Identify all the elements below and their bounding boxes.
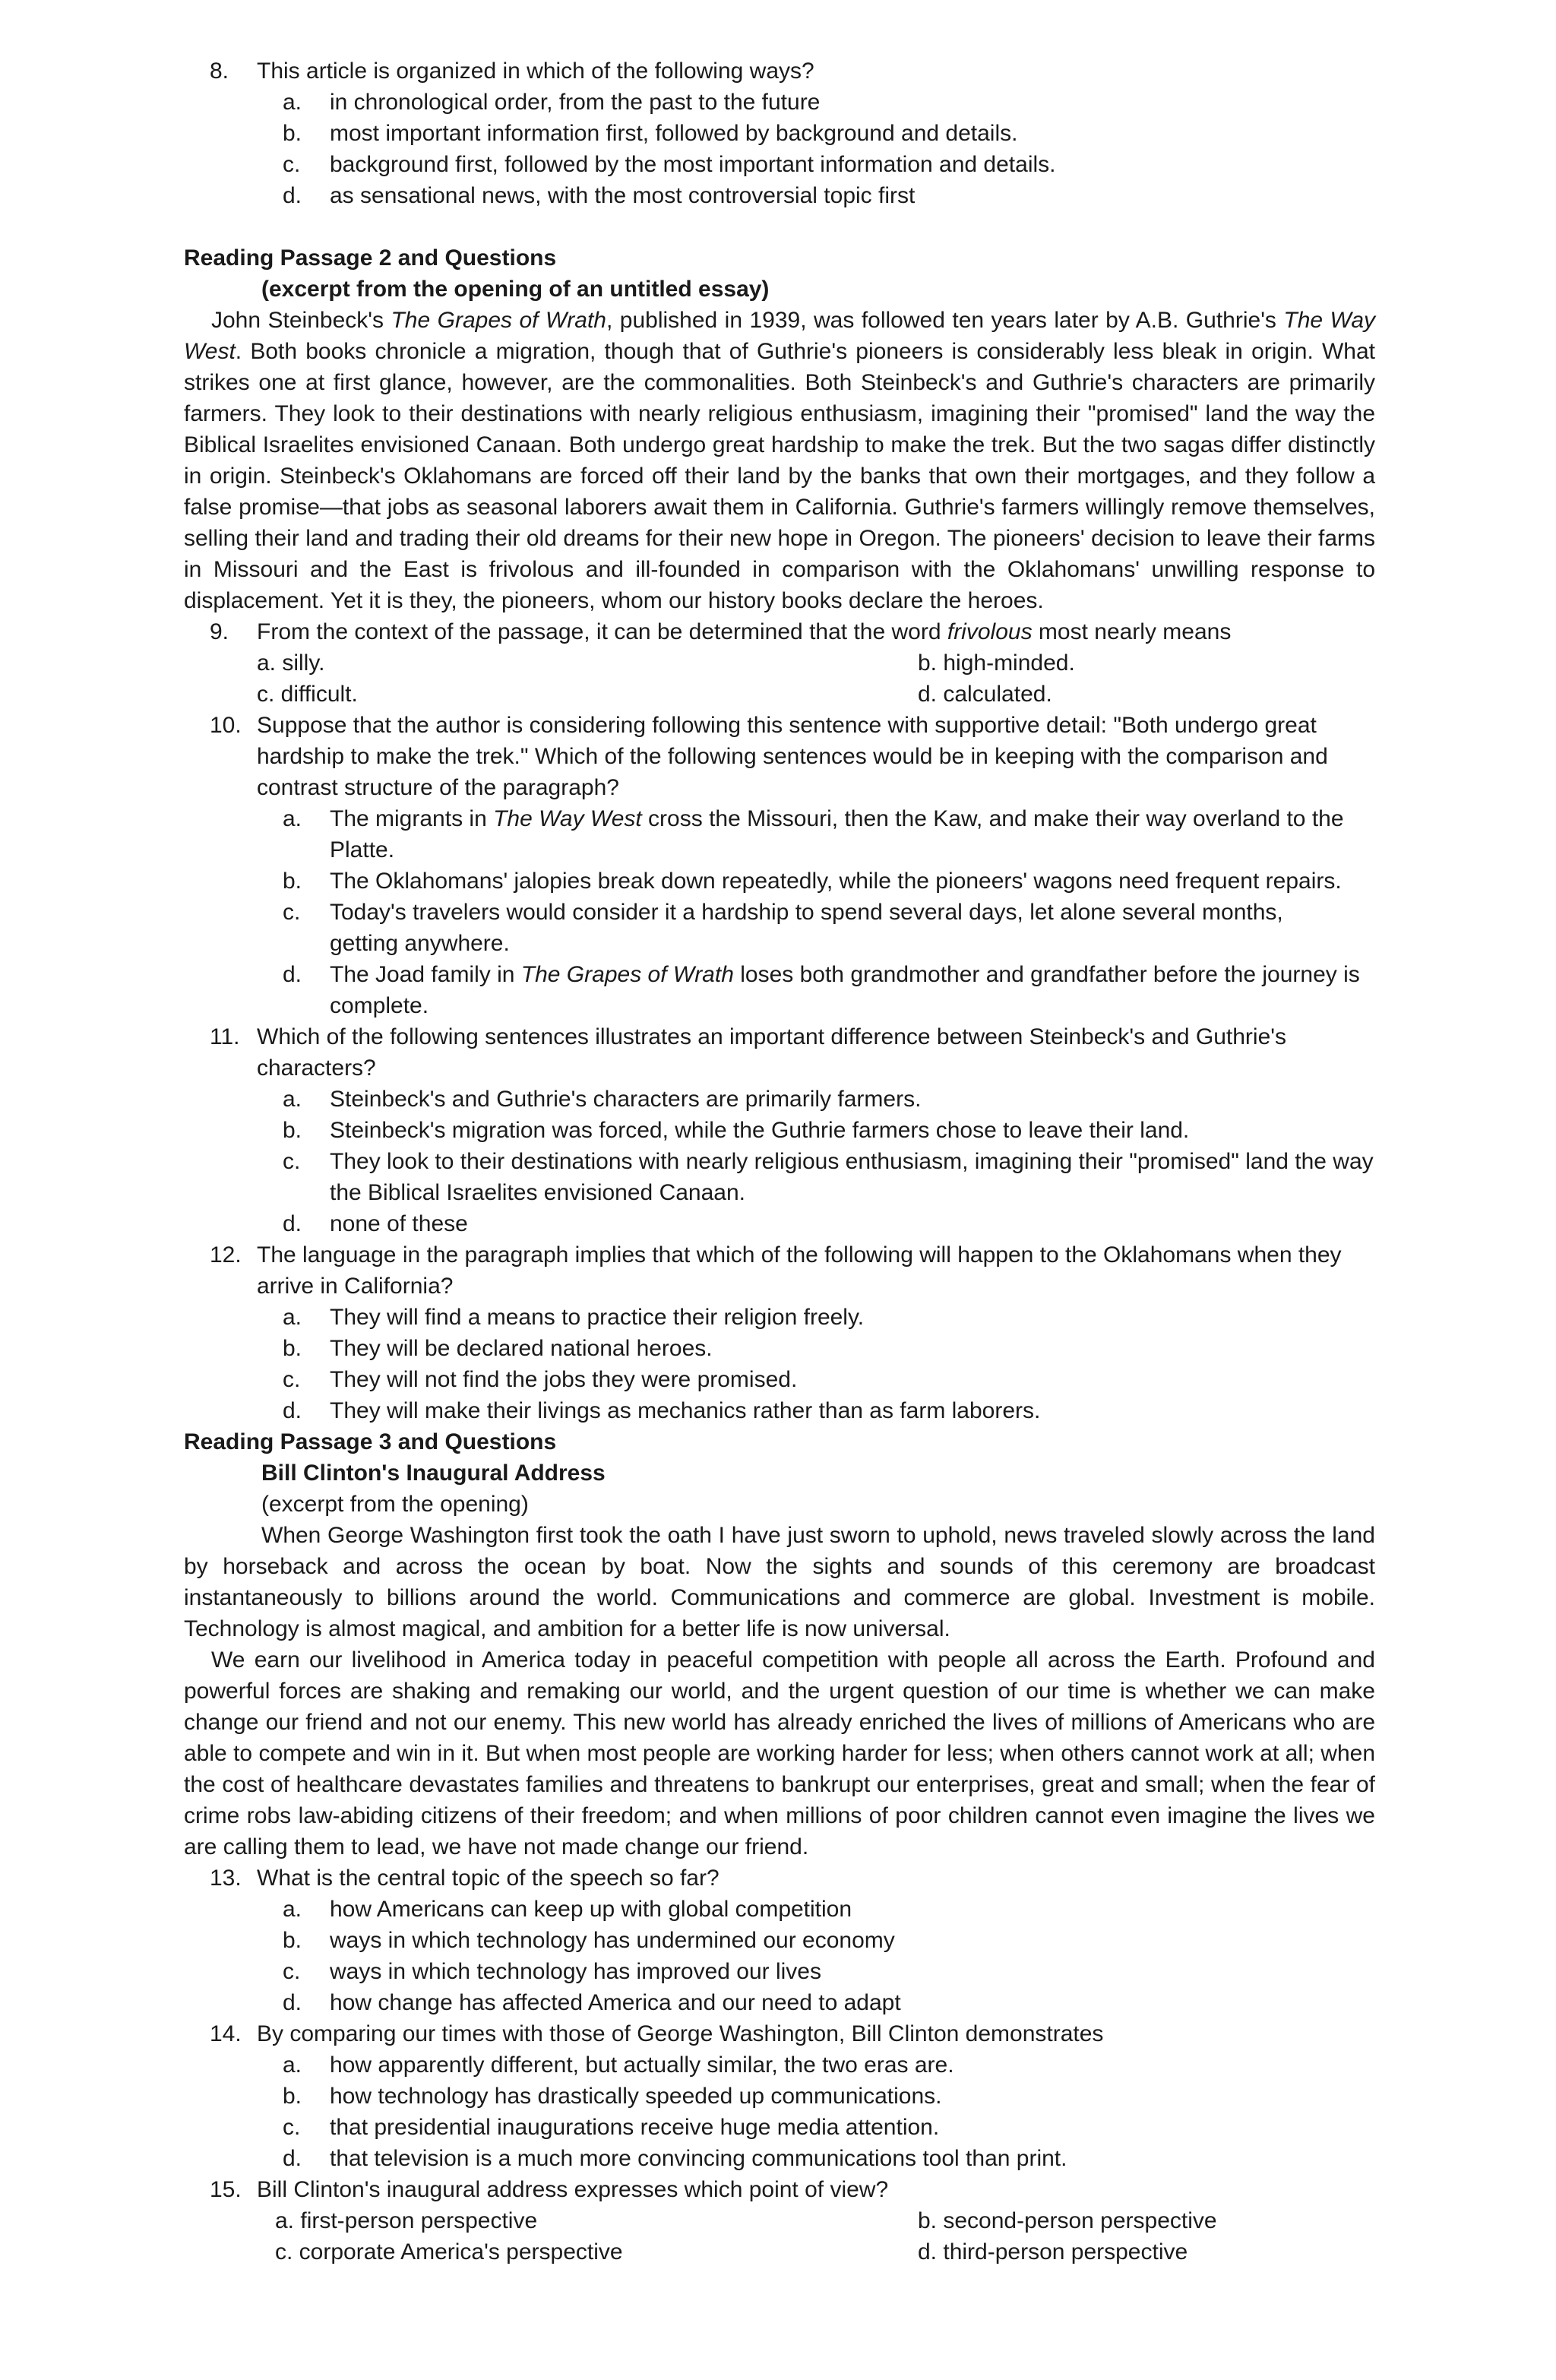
option-d: d. calculated. [918,682,1052,707]
question-number: 8. [210,59,229,84]
question-text: This article is organized in which of the following ways? [257,59,814,84]
question-number: 9. [210,619,229,644]
question-9: 9. From the context of the passage, it can be determined that the word frivolous most nearly means a. silly. b. high-minded. c. difficult. d. calculated. [184,616,1375,710]
option-a: a. Steinbeck's and Guthrie's characters are primarily farmers. [283,1087,922,1112]
option-c: c. They will not find the jobs they were promised. [283,1367,798,1392]
question-number: 11. [210,1024,240,1049]
passage-3-paragraph-1: When George Washington first took the oath I have just sworn to uphold, news traveled slowly across the land by horseback and across the ocean by boat. Now the sights and sounds of this ceremony are broadcast instantaneously to billions around the world. Communications and commerce are global. Investment is mobile. Technology is almost magical, and ambition for a better life is now universal. [184,1523,1375,1641]
option-d: d. as sensational news, with the most controversial topic first [283,183,916,208]
question-11 [184,1021,1375,1239]
option-c: c. that presidential inaugurations receive huge media attention. [283,2115,940,2140]
document-page [184,55,1375,2268]
passage-2-subheading: (excerpt from the opening of an untitled essay) [261,277,770,302]
question-number: 15. [210,2177,242,2202]
option-b: b. The Oklahomans' jalopies break down repeatedly, while the pioneers' wagons need frequent repairs. [283,869,1342,894]
option-c: c. corporate America's perspective [275,2239,623,2264]
question-text: Bill Clinton's inaugural address expresses which point of view? [257,2177,889,2202]
option-b: b. ways in which technology has undermined our economy [283,1928,895,1953]
option-d: d. The Joad family in The Grapes of Wrath loses both grandmother and grandfather before the journey is complete. [283,962,1360,1018]
option-d: d. that television is a much more convincing communications tool than print. [283,2146,1067,2171]
option-c: c. difficult. [257,682,358,707]
option-d: d. third-person perspective [918,2239,1188,2264]
option-b: b. most important information first, followed by background and details. [283,121,1018,146]
passage-3-subheading: Bill Clinton's Inaugural Address [261,1461,606,1486]
option-a: a. The migrants in The Way West cross the Missouri, then the Kaw, and make their way overland to the Platte. [283,806,1344,862]
option-b: b. how technology has drastically speeded up communications. [283,2084,942,2109]
option-d: d. none of these [283,1211,468,1236]
question-number: 12. [210,1242,242,1268]
question-number: 13. [210,1866,242,1891]
option-a: a. silly. [257,650,325,676]
option-c: c. They look to their destinations with nearly religious enthusiasm, imagining their "promised" land the way the Biblical Israelites envisioned Canaan. [283,1149,1374,1205]
question-text: Suppose that the author is considering following this sentence with supportive detail: "Both undergo great hardship to make the trek." Which of the following sentences would be in keeping with the comparison and contrast structure of the paragraph? [257,713,1328,800]
option-a: a. how apparently different, but actually similar, the two eras are. [283,2052,954,2078]
question-text: The language in the paragraph implies that which of the following will happen to the Oklahomans when they arrive in California? [257,1242,1342,1299]
option-a: a. in chronological order, from the past to the future [283,90,821,115]
question-text: Which of the following sentences illustrates an important difference between Steinbeck's and Guthrie's characters? [257,1024,1286,1081]
passage-3-note: (excerpt from the opening) [261,1492,529,1517]
question-12 [184,1239,1375,1426]
passage-2-paragraph: John Steinbeck's The Grapes of Wrath, published in 1939, was followed ten years later by A.B. Guthrie's The Way West. Both books chronicle a migration, though that of Guthrie's pioneers is considerably less bleak in origin. What strikes one at first glance, however, are the commonalities. Both Steinbeck's and Guthrie's characters are primarily farmers. They look to their destinations with nearly religious enthusiasm, imagining their "promised" land the way the Biblical Israelites envisioned Canaan. Both undergo great hardship to make the trek. But the two sagas differ distinctly in origin. Steinbeck's Oklahomans are forced off their land by the banks that own their mortgages, and they follow a false promise—that jobs as seasonal laborers await them in California. Guthrie's farmers willingly remove themselves, selling their land and trading their old dreams for their new hope in Oregon. The pioneers' decision to leave their farms in Missouri and the East is frivolous and ill-founded in comparison with the Oklahomans' unwilling response to displacement. Yet it is they, the pioneers, whom our history books declare the heroes. [184,308,1376,613]
question-text: By comparing our times with those of George Washington, Bill Clinton demonstrates [257,2021,1104,2046]
option-c: c. background first, followed by the most important information and details. [283,152,1056,177]
option-c: c. ways in which technology has improved our lives [283,1959,821,1984]
question-15 [184,2174,1375,2268]
option-d: d. They will make their livings as mechanics rather than as farm laborers. [283,1398,1041,1423]
question-number: 14. [210,2021,242,2046]
question-10 [184,710,1375,1021]
option-b: b. second-person perspective [918,2208,1217,2233]
option-a: a. how Americans can keep up with global competition [283,1897,852,1922]
option-b: b. high-minded. [918,650,1075,676]
question-text: What is the central topic of the speech so far? [257,1866,719,1891]
question-13 [184,1863,1375,2018]
option-c: c. Today's travelers would consider it a hardship to spend several days, let alone several months, getting anywhere. [283,900,1283,956]
option-d: d. how change has affected America and our need to adapt [283,1990,901,2015]
option-a: a. first-person perspective [275,2208,538,2233]
passage-3-paragraph-2: We earn our livelihood in America today in peaceful competition with people all across the Earth. Profound and powerful forces are shaking and remaking our world, and the urgent question of our time is whether we can make change our friend and not our enemy. This new world has already enriched the lives of millions of Americans who are able to compete and win in it. But when most people are working harder for less; when others cannot work at all; when the cost of healthcare devastates families and threatens to bankrupt our enterprises, great and small; when the fear of crime robs law-abiding citizens of their freedom; and when millions of poor children cannot even imagine the lives we are calling them to lead, we have not made change our friend. [184,1647,1375,1859]
option-b: b. Steinbeck's migration was forced, while the Guthrie farmers chose to leave their land. [283,1118,1190,1143]
question-14 [184,2018,1375,2174]
passage-2-heading: Reading Passage 2 and Questions [184,245,557,271]
question-8 [184,55,1375,211]
passage-3-heading: Reading Passage 3 and Questions [184,1429,557,1454]
question-number: 10. [210,713,242,738]
option-b: b. They will be declared national heroes. [283,1336,713,1361]
option-a: a. They will find a means to practice their religion freely. [283,1305,865,1330]
